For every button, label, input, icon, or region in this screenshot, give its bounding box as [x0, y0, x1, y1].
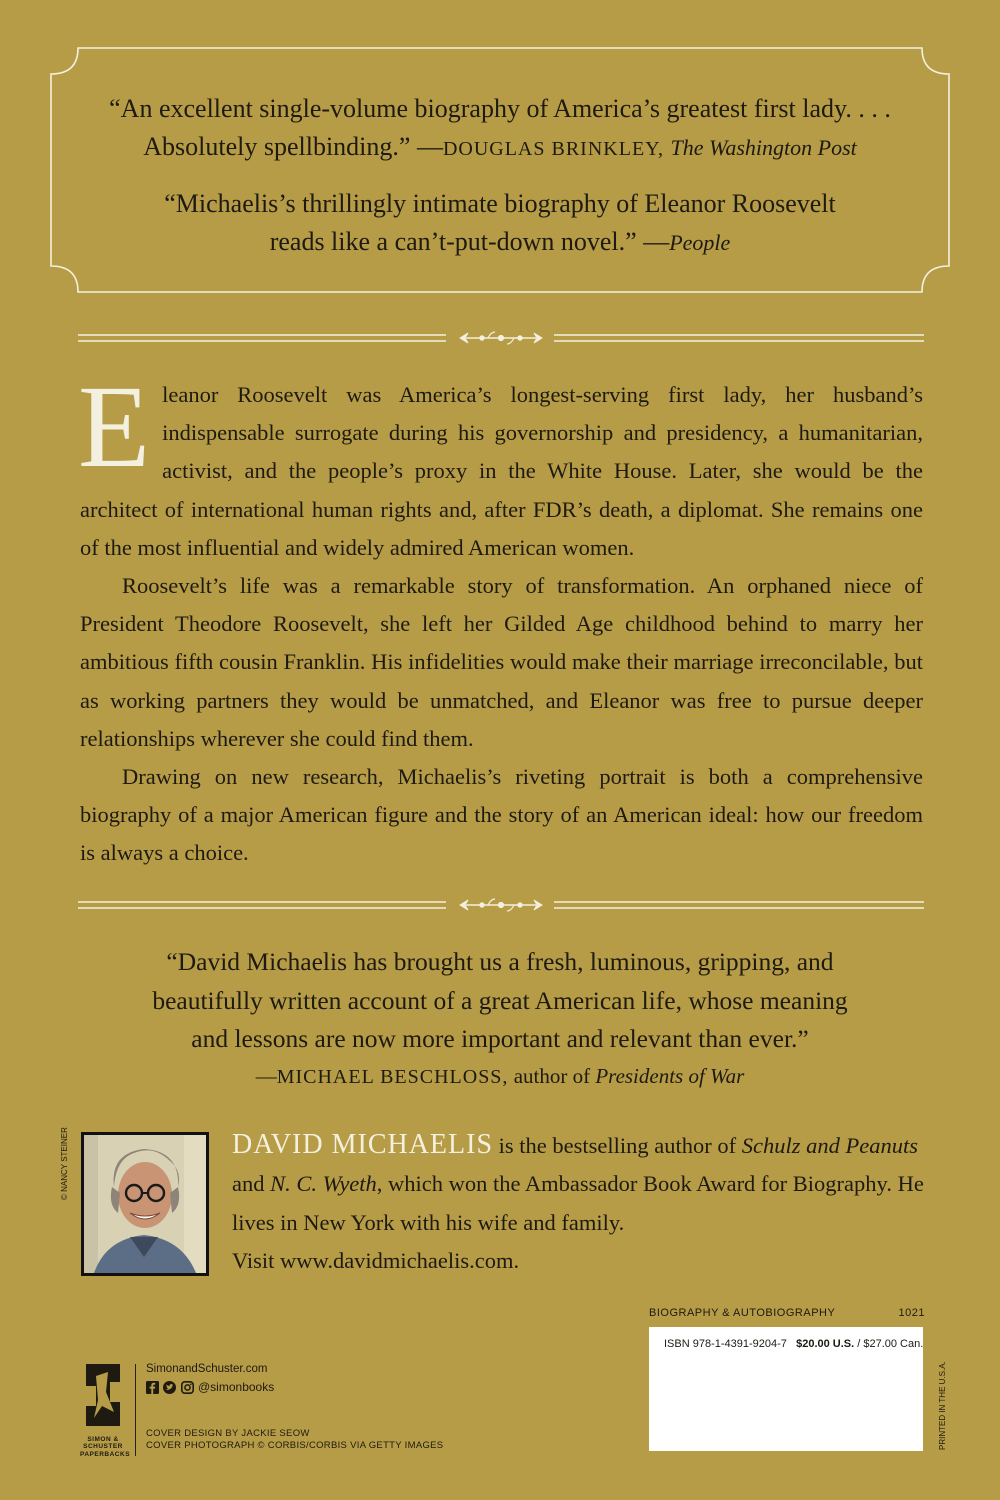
cover-credits	[146, 1428, 443, 1452]
social-links	[146, 1380, 274, 1394]
isbn-price: ISBN 978-1-4391-9204-7 $20.00 U.S. / $27.00 Can.	[664, 1338, 924, 1350]
publisher-website[interactable]: SimonandSchuster.com	[146, 1363, 268, 1375]
social-handle: @simonbooks	[198, 1380, 275, 1394]
praise-quote-beschloss: “David Michaelis has brought us a fresh, luminous, gripping, and beautifully written account of a great American life, whose meaning and lessons are now more important and relevant than ever.”	[152, 947, 848, 1053]
twitter-icon[interactable]	[163, 1381, 177, 1394]
review-quote-brinkley: “An excellent single-volume biography of America’s greatest first lady. . . . Absolutely spellbinding.” —DOUGLAS BRINKLEY, The Washington Post	[109, 94, 891, 161]
author-photo	[81, 1132, 209, 1276]
author-name: DAVID MICHAELIS	[232, 1129, 494, 1160]
logo-divider	[135, 1364, 136, 1456]
printed-in-usa: PRINTED IN THE U.S.A.	[938, 1361, 947, 1450]
publisher-logo: SIMON & SCHUSTER PAPERBACKS	[80, 1362, 126, 1454]
ornament-divider-bottom	[78, 894, 924, 918]
praise-attribution: —MICHAEL BESCHLOSS, author of Presidents of War	[255, 1064, 745, 1088]
author-website[interactable]: Visit www.davidmichaelis.com.	[232, 1247, 520, 1273]
author-bio: DAVID MICHAELIS is the bestselling author of Schulz and Peanuts and N. C. Wyeth, which won the Ambassador Book Award for Biography. He lives in New York with his wife and family. Visit www.davidmichaelis.com.	[232, 1126, 927, 1280]
book-description	[78, 361, 923, 873]
review-quote-people: “Michaelis’s thrillingly intimate biography of Eleanor Roosevelt reads like a can’t-put-down novel.” —People	[164, 189, 836, 256]
description-paragraph-1: leanor Roosevelt was America’s longest-serving first lady, her husband’s indispensable surrogate during his governorship and presidency, a humanitarian, activist, and the people’s proxy in the White House. Later, she would be the architect of international human rights and, after FDR’s death, a diplomat. She remains one of the most influential and widely admired American women.	[80, 382, 923, 560]
instagram-icon[interactable]	[181, 1381, 194, 1394]
facebook-icon[interactable]	[146, 1381, 159, 1394]
sower-logo-icon	[80, 1362, 126, 1430]
category-code: 1021	[898, 1307, 925, 1319]
cover-photo-credit: COVER PHOTOGRAPH © CORBIS/CORBIS VIA GETTY IMAGES	[146, 1440, 444, 1451]
drop-cap: E	[78, 361, 151, 492]
ornament-divider-top	[78, 327, 924, 351]
description-paragraph-3: Drawing on new research, Michaelis’s riveting portrait is both a comprehensive biography of a major American figure and the story of an American ideal: how our freedom is always a choice.	[80, 764, 923, 866]
category-label: BIOGRAPHY & AUTOBIOGRAPHY 1021	[649, 1307, 925, 1319]
description-paragraph-2: Roosevelt’s life was a remarkable story of transformation. An orphaned niece of President Theodore Roosevelt, she left her Gilded Age childhood behind to marry her ambitious fifth cousin Franklin. His infidelities would make their marriage irreconcilable, but as working partners they would be unmatched, and Eleanor was free to pursue deeper relationships wherever she could find them.	[80, 573, 923, 751]
photo-credit: © NANCY STEINER	[60, 1127, 69, 1200]
cover-design-credit: COVER DESIGN BY JACKIE SEOW	[146, 1428, 310, 1439]
